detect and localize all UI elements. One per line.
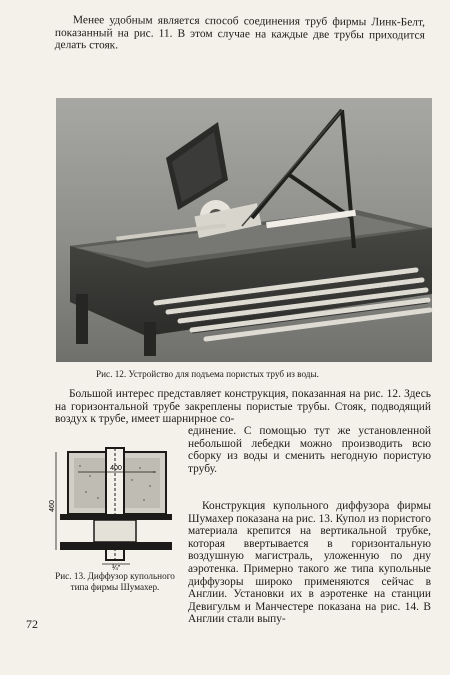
body-paragraph-3: Конструкция купольного диффузора фирмы Шумахер показана на рис. 13. Купол из пористого материала крепится на вертикальной трубке, которая ввертывается в горизонтальную воздушную магистраль, уложенную по дну аэротенка. Примерно такого же типа купольные диффузоры широко применяются сейчас в Англии. Установки их в аэротенке на станции Девигульм и Манчестере показана на рис. 14. В Англии стали выпу- [188, 500, 431, 626]
figure-13-diagram [50, 446, 178, 570]
intro-paragraph: Менее удобным является способ соединения труб фирмы Линк-Белт, показанный на рис. 11. В этом случае на каждые две трубы приходится делать стояк. [54, 14, 425, 52]
figure-13-dimension-bottom: ¾" [111, 565, 121, 572]
figure-12-photo [56, 98, 432, 362]
dome-diffuser-drawing [50, 446, 178, 570]
body-paragraph-2: единение. С помощью тут же установленной небольшой лебедки можно производить всю сборку из воды и сменить негодную пористую трубу. [188, 425, 431, 475]
page-number: 72 [26, 617, 38, 631]
figure-13-caption: Рис. 13. Диффузор купольного типа фирмы Шумахер. [55, 571, 175, 592]
porous-tube-lifting-device-image [56, 98, 432, 362]
figure-12-caption: Рис. 12. Устройство для подъема пористых труб из воды. [96, 369, 319, 379]
body-paragraph-1: Большой интерес представляет конструкция, показанная на рис. 12. Здесь на горизонтальной трубе закреплены пористые трубы. Стояк, подводящий воздух к трубе, имеет шарнирное со- [55, 388, 431, 426]
figure-13-dimension-left: 460 [49, 500, 56, 512]
figure-13-dimension-top: 400 [110, 465, 122, 472]
